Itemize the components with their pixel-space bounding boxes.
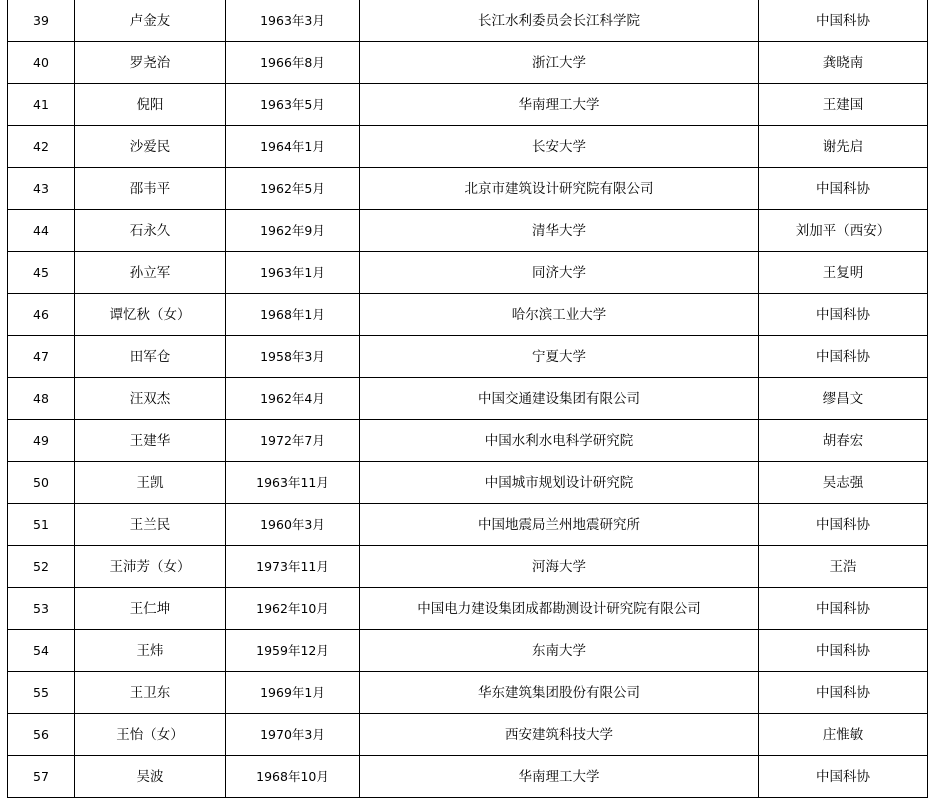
cell-work-unit: 宁夏大学 [360,336,759,378]
cell-birth-date: 1962年4月 [226,378,360,420]
cell-number: 42 [8,126,75,168]
cell-work-unit: 浙江大学 [360,42,759,84]
cell-number: 55 [8,672,75,714]
cell-number: 44 [8,210,75,252]
table-row [8,0,928,42]
cell-name: 倪阳 [75,84,226,126]
cell-birth-date: 1968年1月 [226,294,360,336]
cell-work-unit: 华南理工大学 [360,84,759,126]
table-row [8,714,928,756]
table-row [8,504,928,546]
cell-work-unit: 河海大学 [360,546,759,588]
cell-nominator: 王复明 [759,252,928,294]
cell-birth-date: 1962年5月 [226,168,360,210]
cell-nominator: 中国科协 [759,336,928,378]
cell-nominator: 中国科协 [759,630,928,672]
table-row [8,168,928,210]
cell-work-unit: 中国城市规划设计研究院 [360,462,759,504]
cell-nominator: 中国科协 [759,168,928,210]
cell-number: 49 [8,420,75,462]
cell-birth-date: 1963年3月 [226,0,360,42]
cell-nominator: 吴志强 [759,462,928,504]
table-row [8,42,928,84]
cell-nominator: 缪昌文 [759,378,928,420]
cell-work-unit: 清华大学 [360,210,759,252]
cell-birth-date: 1962年9月 [226,210,360,252]
cell-nominator: 中国科协 [759,294,928,336]
table-row [8,378,928,420]
cell-number: 53 [8,588,75,630]
cell-birth-date: 1970年3月 [226,714,360,756]
table-row [8,210,928,252]
cell-name: 王卫东 [75,672,226,714]
cell-nominator: 王建国 [759,84,928,126]
table-row [8,294,928,336]
cell-number: 40 [8,42,75,84]
cell-name: 王凯 [75,462,226,504]
cell-name: 王兰民 [75,504,226,546]
table-row [8,126,928,168]
cell-name: 王怡（女） [75,714,226,756]
cell-name: 孙立军 [75,252,226,294]
cell-nominator: 刘加平（西安） [759,210,928,252]
cell-number: 51 [8,504,75,546]
cell-number: 54 [8,630,75,672]
table-row [8,672,928,714]
cell-nominator: 胡春宏 [759,420,928,462]
cell-number: 47 [8,336,75,378]
cell-work-unit: 哈尔滨工业大学 [360,294,759,336]
cell-work-unit: 中国地震局兰州地震研究所 [360,504,759,546]
table-row [8,420,928,462]
cell-birth-date: 1963年1月 [226,252,360,294]
cell-number: 50 [8,462,75,504]
cell-name: 吴波 [75,756,226,798]
cell-birth-date: 1960年3月 [226,504,360,546]
cell-nominator: 中国科协 [759,588,928,630]
cell-birth-date: 1962年10月 [226,588,360,630]
cell-birth-date: 1966年8月 [226,42,360,84]
cell-name: 王沛芳（女） [75,546,226,588]
cell-birth-date: 1963年5月 [226,84,360,126]
cell-number: 43 [8,168,75,210]
cell-number: 41 [8,84,75,126]
cell-birth-date: 1958年3月 [226,336,360,378]
cell-name: 王建华 [75,420,226,462]
cell-birth-date: 1964年1月 [226,126,360,168]
table-row [8,336,928,378]
candidate-table-body [8,0,928,798]
cell-work-unit: 长江水利委员会长江科学院 [360,0,759,42]
cell-work-unit: 中国交通建设集团有限公司 [360,378,759,420]
cell-work-unit: 东南大学 [360,630,759,672]
cell-nominator: 中国科协 [759,504,928,546]
cell-name: 田军仓 [75,336,226,378]
cell-birth-date: 1972年7月 [226,420,360,462]
cell-nominator: 中国科协 [759,672,928,714]
table-row [8,462,928,504]
cell-nominator: 谢先启 [759,126,928,168]
cell-number: 52 [8,546,75,588]
cell-nominator: 中国科协 [759,0,928,42]
cell-name: 汪双杰 [75,378,226,420]
table-row [8,84,928,126]
cell-birth-date: 1968年10月 [226,756,360,798]
cell-work-unit: 北京市建筑设计研究院有限公司 [360,168,759,210]
candidate-list-sheet [7,0,927,798]
cell-birth-date: 1963年11月 [226,462,360,504]
cell-name: 石永久 [75,210,226,252]
cell-number: 45 [8,252,75,294]
cell-nominator: 王浩 [759,546,928,588]
cell-number: 56 [8,714,75,756]
table-row [8,588,928,630]
table-row [8,546,928,588]
cell-work-unit: 华东建筑集团股份有限公司 [360,672,759,714]
cell-name: 邵韦平 [75,168,226,210]
cell-name: 沙爱民 [75,126,226,168]
cell-nominator: 龚晓南 [759,42,928,84]
cell-name: 王仁坤 [75,588,226,630]
cell-birth-date: 1969年1月 [226,672,360,714]
cell-birth-date: 1973年11月 [226,546,360,588]
cell-name: 谭忆秋（女） [75,294,226,336]
cell-name: 罗尧治 [75,42,226,84]
cell-work-unit: 中国水利水电科学研究院 [360,420,759,462]
cell-nominator: 庄惟敏 [759,714,928,756]
cell-number: 48 [8,378,75,420]
cell-work-unit: 同济大学 [360,252,759,294]
cell-work-unit: 长安大学 [360,126,759,168]
cell-birth-date: 1959年12月 [226,630,360,672]
cell-number: 39 [8,0,75,42]
cell-number: 57 [8,756,75,798]
candidate-table [7,0,928,798]
cell-number: 46 [8,294,75,336]
cell-name: 王炜 [75,630,226,672]
cell-work-unit: 西安建筑科技大学 [360,714,759,756]
table-row [8,756,928,798]
cell-work-unit: 中国电力建设集团成都勘测设计研究院有限公司 [360,588,759,630]
table-row [8,252,928,294]
cell-name: 卢金友 [75,0,226,42]
cell-nominator: 中国科协 [759,756,928,798]
cell-work-unit: 华南理工大学 [360,756,759,798]
table-row [8,630,928,672]
